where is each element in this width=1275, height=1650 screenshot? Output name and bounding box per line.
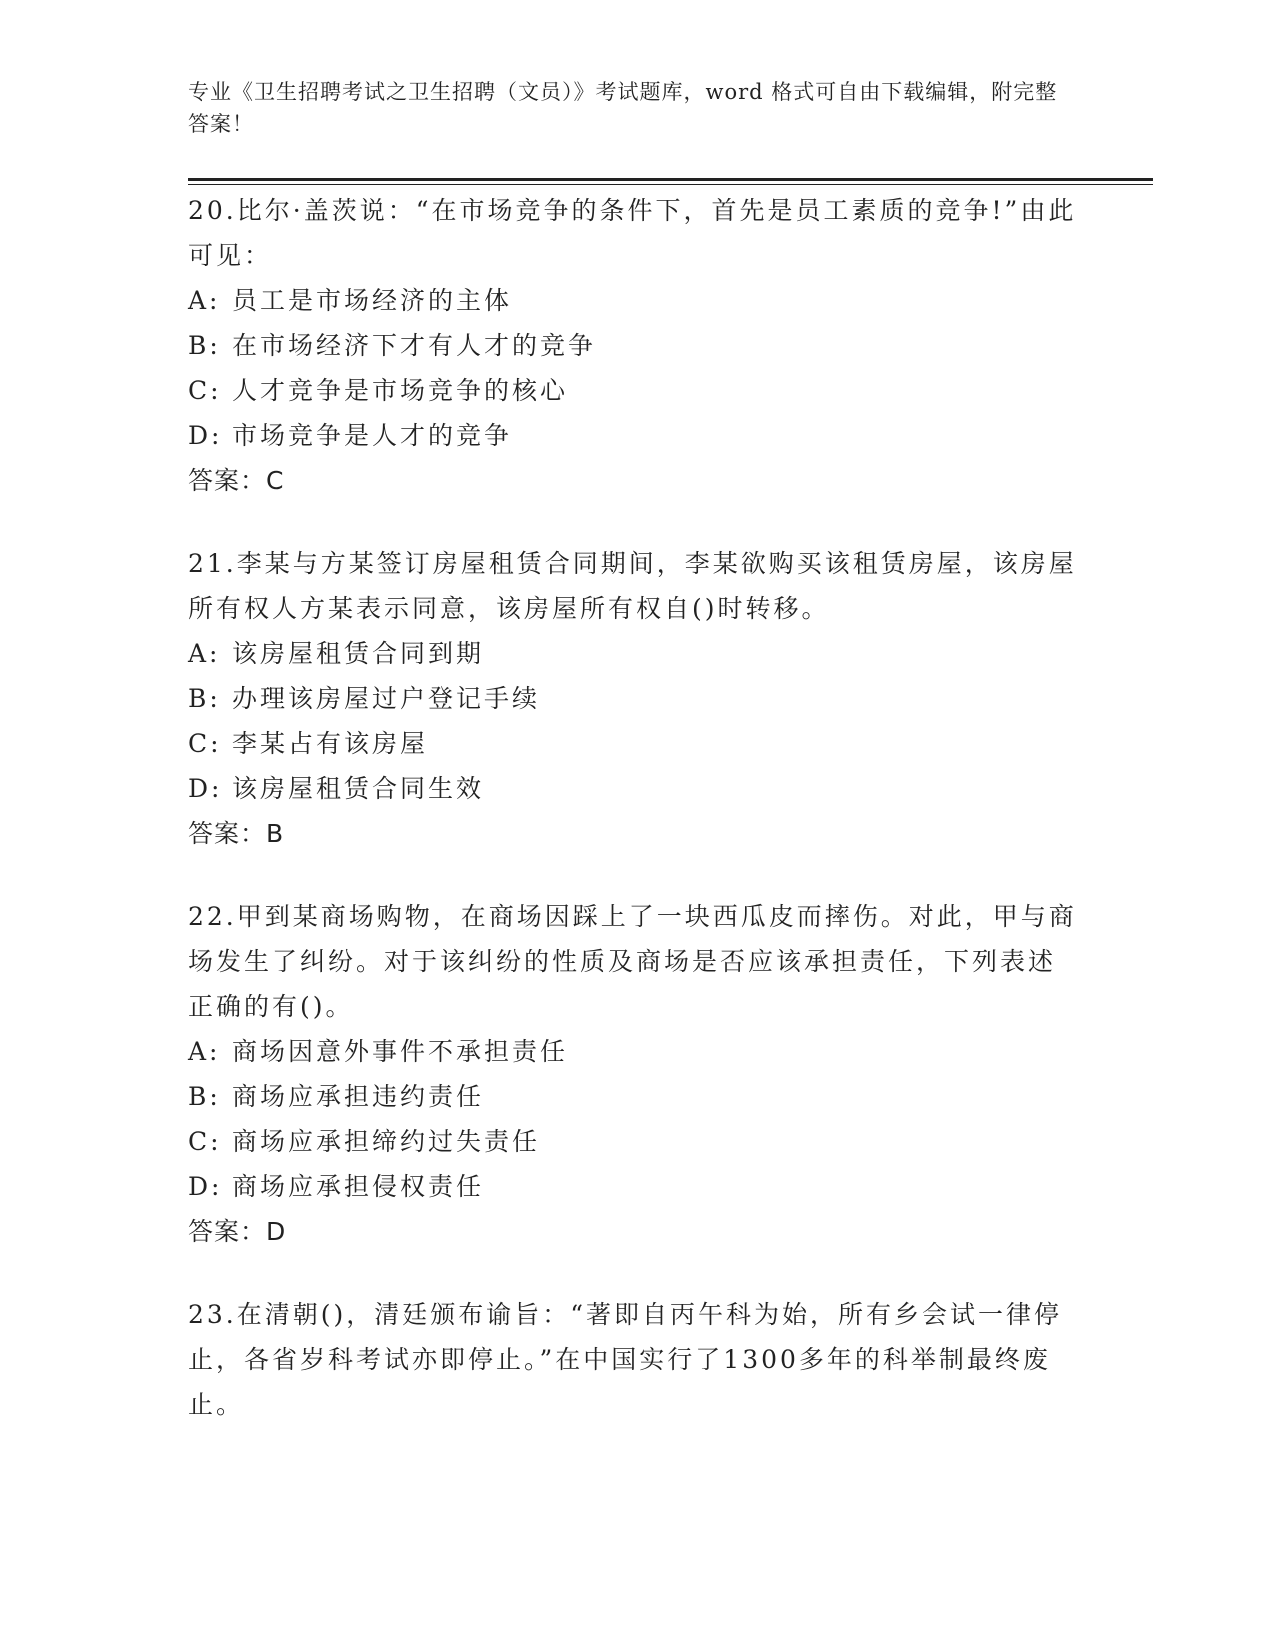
option-text: 李某占有该房屋 — [232, 729, 429, 758]
option-text: 商场应承担缔约过失责任 — [232, 1127, 541, 1156]
question-stem: 20.比尔·盖茨说：“在市场竞争的条件下，首先是员工素质的竞争!”由此可见： — [188, 196, 1077, 270]
option-d — [188, 766, 1078, 811]
option-letter: B: — [188, 1082, 221, 1111]
option-letter: C: — [188, 1127, 222, 1156]
option-a — [188, 631, 1078, 676]
answer-text: 答案：C — [188, 466, 285, 495]
option-c — [188, 721, 1078, 766]
option-b — [188, 676, 1078, 721]
answer-text: 答案：D — [188, 1217, 287, 1246]
question-22 — [188, 894, 1078, 1254]
option-letter: A: — [188, 286, 221, 315]
option-c — [188, 368, 1078, 413]
option-a — [188, 1029, 1078, 1074]
option-d — [188, 1164, 1078, 1209]
option-letter: D: — [188, 1172, 223, 1201]
option-text: 该房屋租赁合同生效 — [232, 774, 485, 803]
option-letter: A: — [188, 1037, 221, 1066]
option-text: 市场竞争是人才的竞争 — [232, 421, 513, 450]
question-stem: 22.甲到某商场购物，在商场因踩上了一块西瓜皮而摔伤。对此，甲与商场发生了纠纷。对于该纠纷的性质及商场是否应该承担责任，下列表述正确的有()。 — [188, 902, 1077, 1021]
option-b — [188, 1074, 1078, 1119]
option-text: 在市场经济下才有人才的竞争 — [232, 331, 597, 360]
option-letter: D: — [188, 421, 223, 450]
option-letter: B: — [188, 331, 221, 360]
question-stem: 21.李某与方某签订房屋租赁合同期间，李某欲购买该租赁房屋，该房屋所有权人方某表示同意，该房屋所有权自()时转移。 — [188, 549, 1077, 623]
option-letter: B: — [188, 684, 221, 713]
document-header: 专业《卫生招聘考试之卫生招聘（文员）》考试题库，word 格式可自由下载编辑，附完整答案！ — [188, 80, 1058, 136]
option-text: 办理该房屋过户登记手续 — [232, 684, 541, 713]
answer-text: 答案：B — [188, 819, 285, 848]
option-letter: A: — [188, 639, 221, 668]
option-text: 员工是市场经济的主体 — [232, 286, 513, 315]
option-d — [188, 413, 1078, 458]
header-divider-thin — [188, 184, 1153, 185]
option-letter: C: — [188, 729, 222, 758]
option-a — [188, 278, 1078, 323]
question-stem: 23.在清朝()，清廷颁布谕旨：“著即自丙午科为始，所有乡会试一律停止，各省岁科考试亦即停止。”在中国实行了1300多年的科举制最终废止。 — [188, 1300, 1063, 1419]
option-text: 商场应承担违约责任 — [232, 1082, 485, 1111]
question-list — [188, 188, 1078, 1465]
option-text: 该房屋租赁合同到期 — [232, 639, 485, 668]
question-23 — [188, 1292, 1078, 1427]
option-c — [188, 1119, 1078, 1164]
option-b — [188, 323, 1078, 368]
option-text: 人才竞争是市场竞争的核心 — [232, 376, 569, 405]
question-21 — [188, 541, 1078, 856]
option-letter: C: — [188, 376, 222, 405]
question-20 — [188, 188, 1078, 503]
option-text: 商场因意外事件不承担责任 — [232, 1037, 569, 1066]
option-letter: D: — [188, 774, 223, 803]
option-text: 商场应承担侵权责任 — [232, 1172, 485, 1201]
header-divider — [188, 178, 1153, 181]
